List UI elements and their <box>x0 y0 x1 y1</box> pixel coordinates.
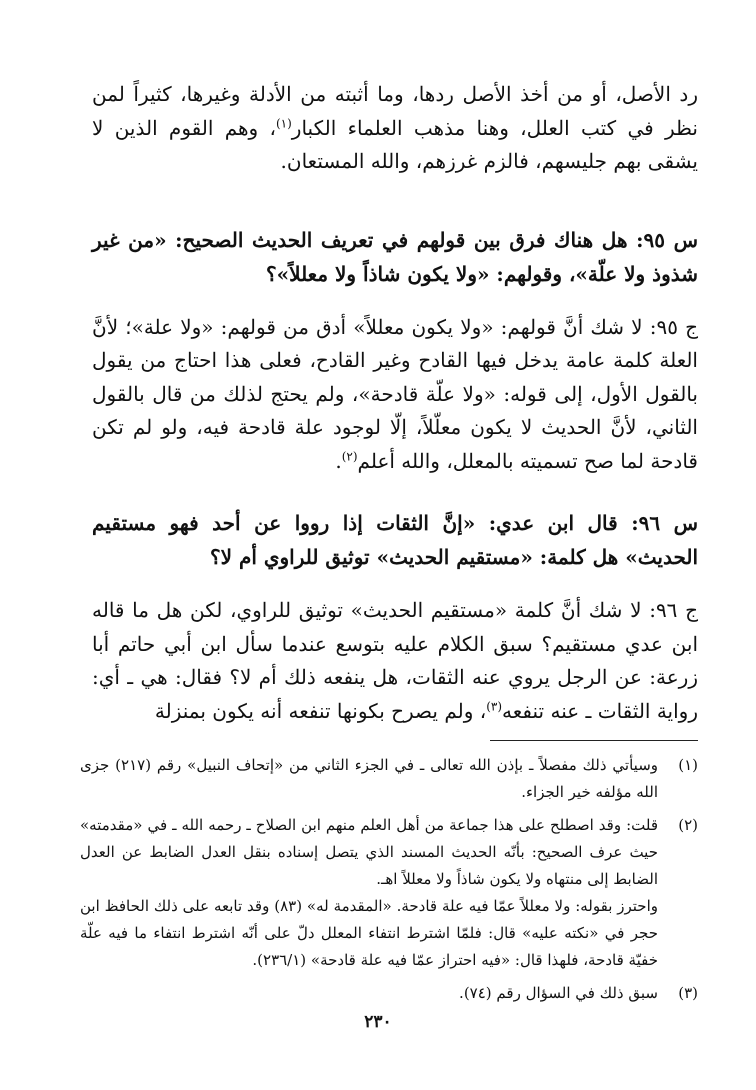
footnote-1-body <box>80 752 658 806</box>
footnote-2-number: (٢) <box>678 816 698 834</box>
footnotes <box>80 752 698 1013</box>
footnote-1 <box>80 752 698 806</box>
intro-paragraph <box>92 78 698 179</box>
footnote-ref-1[interactable]: (١) <box>275 115 292 130</box>
footnote-2 <box>80 812 698 974</box>
footnote-3-text: سبق ذلك في السؤال رقم (٧٤). <box>459 984 658 1002</box>
question-95 <box>92 223 698 291</box>
answer-96 <box>92 594 698 728</box>
page-number: ٢٣٠ <box>364 1012 392 1032</box>
answer-95-end: . <box>335 448 342 473</box>
answer-95-label: ج ٩٥: <box>649 314 699 339</box>
answer-96-text: لا شك أنَّ كلمة «مستقيم الحديث» توثيق للراوي، لكن هل ما قاله ابن عدي مستقيم؟ سبق الكلام عليه بتوسع عندما سأل ابن أبي حاتم أبا زرعة: عن الرجل يروي عنه الثقات، هل ينفعه ذلك أم لا؟ فقال: هي ـ أي: رواية الثقات ـ عنه تنفعه <box>92 598 698 723</box>
intro-text: رد الأصل، أو من أخذ الأصل ردها، وما أثبته من الأدلة وغيرها، كثيراً لمن نظر في كتب العلل، وهنا مذهب العلماء الكبار <box>92 82 698 140</box>
intro-text-end: ، وهم القوم الذين لا يشقى بهم جليسهم، فالزم غرزهم، والله المستعان. <box>92 115 698 173</box>
question-95-label: س ٩٥: <box>636 227 698 252</box>
footnote-1-text: وسيأتي ذلك مفصلاً ـ بإذن الله تعالى ـ في الجزء الثاني من «إتحاف النبيل» رقم (٢١٧) جزى الله مؤلفه خير الجزاء. <box>80 756 658 801</box>
answer-95 <box>92 311 698 479</box>
footnote-3-body <box>80 980 658 1007</box>
answer-96-label: ج ٩٦: <box>649 598 699 622</box>
footnote-2-body <box>80 812 658 974</box>
footnote-ref-3[interactable]: (٣) <box>486 698 503 713</box>
question-96-text: قال ابن عدي: «إنَّ الثقات إذا رووا عن أحد فهو مستقيم الحديث» هل كلمة: «مستقيم الحديث» توثيق للراوي أم لا؟ <box>92 511 698 569</box>
footnote-2-text-1: قلت: وقد اصطلح على هذا جماعة من أهل العلم منهم ابن الصلاح ـ رحمه الله ـ في «مقدمته» حيث عرف الصحيح: بأنّه الحديث المسند الذي يتصل إسناده بنقل العدل الضابط عن العدل الضابط إلى منتهاه ولا يكون شاذاً ولا معللاً اهـ. <box>80 816 658 888</box>
footnote-2-text-2: واحترز بقوله: ولا معللاً عمّا فيه علة قادحة. «المقدمة له» (٨٣) وقد تابعه على ذلك الحافظ ابن حجر في «نكته عليه» قال: فلمّا اشترط انتفاء المعلل دلّ على أنّه اشترط انتفاء ما فيه علّة خفيّة قادحة، فلهذا قال: «فيه احتراز عمّا فيه علة قادحة» (٢٣٦/١). <box>80 897 658 969</box>
answer-95-text: لا شك أنَّ قولهم: «ولا يكون معللاً» أدق من قولهم: «ولا علة»؛ لأنَّ العلة كلمة عامة يدخل فيها القادح وغير القادح، فعلى هذا احتاج من يقول بالقول الأول، إلى قوله: «ولا علّة قادحة»، ولم يحتج لذلك من قال بالقول الثاني، لأنَّ الحديث لا يكون معلّلاً، إلّا لوجود علة قادحة فيه، ولو لم تكن قادحة لما صح تسميته بالمعلل، والله أعلم <box>92 314 698 473</box>
footnote-ref-2[interactable]: (٢) <box>341 448 358 463</box>
main-text <box>92 78 698 728</box>
question-96-label: س ٩٦: <box>631 511 698 535</box>
footnote-divider <box>490 740 698 741</box>
footnote-3 <box>80 980 698 1007</box>
footnote-3-number: (٣) <box>678 984 698 1002</box>
question-96 <box>92 506 698 574</box>
footnote-1-number: (١) <box>678 756 698 774</box>
question-95-text: هل هناك فرق بين قولهم في تعريف الحديث الصحيح: «من غير شذوذ ولا علّة»، وقولهم: «ولا يكون شاذاً ولا معللاً»؟ <box>92 227 698 286</box>
answer-96-end: ، ولم يصرح بكونها تنفعه أنه يكون بمنزلة <box>154 698 487 723</box>
